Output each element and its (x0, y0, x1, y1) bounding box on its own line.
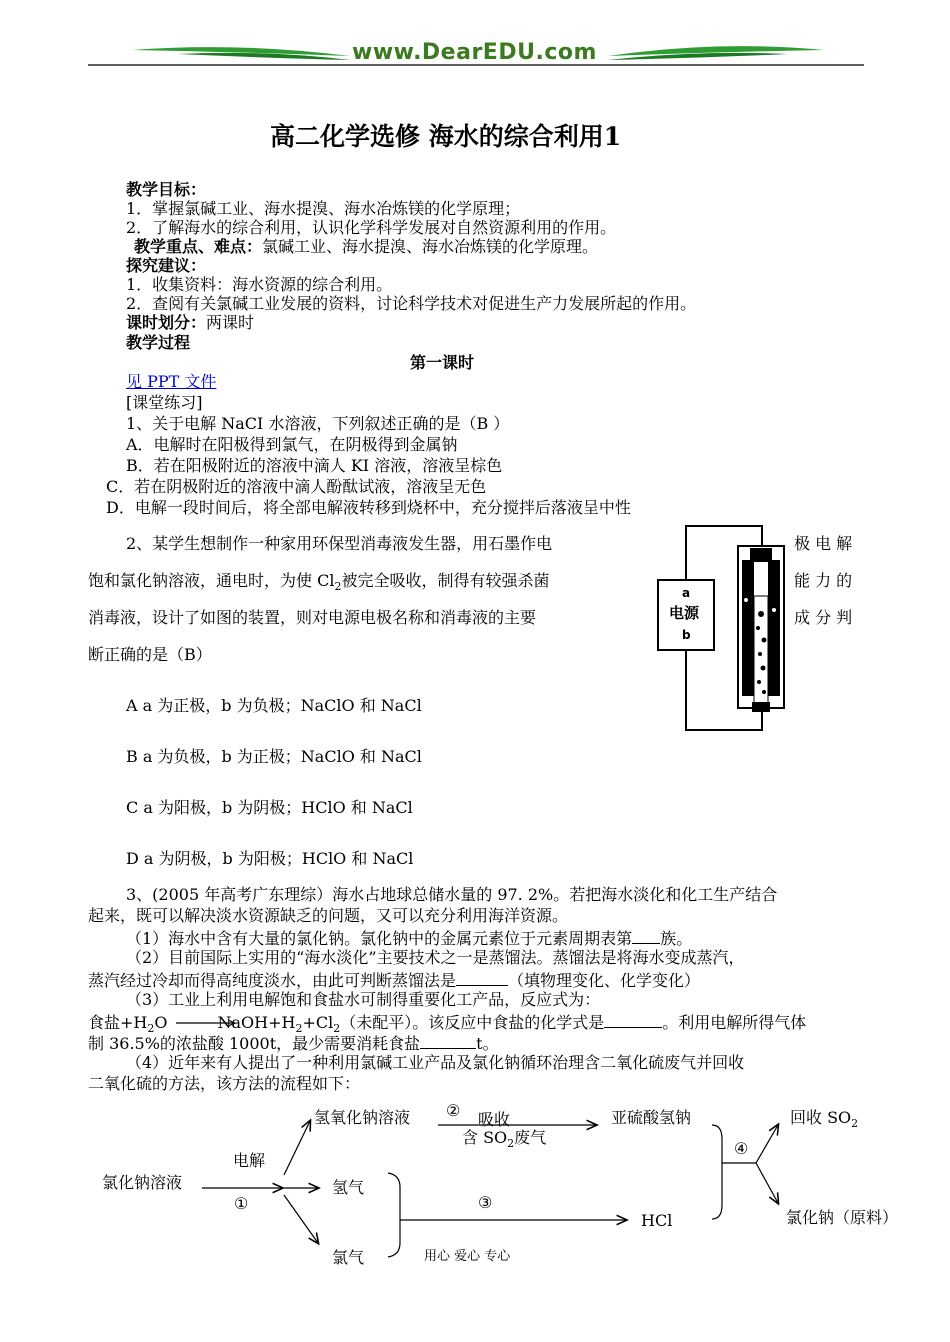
flow-so2-gas (462, 1128, 546, 1150)
q3-part3-1: （3）工业上利用电解饱和食盐水可制得重要化工产品，反应式为： (126, 990, 601, 1009)
flow-recover-sub: 2 (851, 1117, 859, 1131)
q3-part3-2a: 制 36.5%的浓盐酸 1000t，最少需要消耗食盐 (88, 1034, 421, 1053)
figure-label-b: b (682, 628, 691, 642)
q1-option-c: C．若在阴极附近的溶液中滴人酚酞试液，溶液呈无色 (106, 477, 487, 496)
period-text: 两课时 (206, 313, 255, 332)
inquiry-item-1: 1．收集资料：海水资源的综合利用。 (126, 275, 393, 294)
period-label: 课时划分： (126, 313, 207, 332)
q2-line2-sub: 2 (334, 580, 342, 594)
flow-nacl-raw: 氯化钠（原料） (786, 1208, 899, 1227)
flow-recover-a: 回收 SO (790, 1108, 852, 1127)
q3-blank-3[interactable] (604, 1011, 662, 1028)
flow-naoh: 氢氧化钠溶液 (314, 1108, 411, 1127)
flow-absorb: 吸收 (478, 1110, 511, 1129)
footer-motto: 用心 爱心 专心 (424, 1249, 511, 1264)
q3-eq-left: 食盐+H (88, 1013, 148, 1032)
inquiry-heading: 探究建议： (126, 256, 207, 275)
flow-nacl-solution: 氯化钠溶液 (102, 1173, 183, 1192)
q2-line1-left: 2、某学生想制作一种家用环保型消毒液发生器，用石墨作电 (126, 534, 553, 553)
page-title: 高二化学选修 海水的综合利用1 (270, 122, 622, 151)
q3-part2-2 (88, 969, 700, 990)
q3-eq-sub3: 2 (333, 1022, 341, 1036)
q2-option-d: D a 为阴极，b 为阳极；HClO 和 NaCl (126, 849, 414, 868)
flow-nahso3: 亚硫酸氢钠 (611, 1108, 692, 1127)
q3-part4-1: （4）近年来有人提出了一种利用氯碱工业产品及氯化钠循环治理含二氧化硫废气并回收 (126, 1053, 745, 1072)
flow-so2-sub: 2 (507, 1137, 515, 1151)
q3-part4-2: 二氧化硫的方法，该方法的流程如下： (88, 1074, 361, 1093)
q3-eq-right: NaOH+H (217, 1013, 296, 1032)
flow-hcl: HCl (641, 1211, 673, 1230)
q1-option-b: B．若在阳极附近的溶液中滴人 KI 溶液，溶液呈棕色 (126, 456, 503, 475)
flow-step-3: ③ (478, 1193, 493, 1212)
process-heading: 教学过程 (126, 333, 191, 352)
q3-part1-a: （1）海水中含有大量的氯化钠。氯化钠中的金属元素位于元素周期表第 (126, 929, 633, 948)
inquiry-item-2: 2．查阅有关氯碱工业发展的资料，讨论科学技术对促进生产力发展所起的作用。 (126, 294, 697, 313)
q2-option-a: A a 为正极，b 为负极；NaClO 和 NaCl (126, 696, 422, 715)
flow-so2-gas-b: 废气 (514, 1128, 547, 1147)
q3-eq-sub2: 2 (295, 1022, 303, 1036)
practice-label: [课堂练习] (126, 393, 203, 412)
q3-eq-sub1: 2 (147, 1022, 155, 1036)
q3-eq-end: 。利用电解所得气体 (662, 1013, 807, 1032)
ppt-link[interactable]: 见 PPT 文件 (126, 372, 217, 391)
q2-option-b: B a 为负极，b 为正极；NaClO 和 NaCl (126, 747, 422, 766)
q3-intro-2: 起来，既可以解决淡水资源缺乏的问题，又可以充分利用海洋资源。 (88, 906, 569, 925)
equation-arrow (174, 1019, 240, 1027)
goal-item-1: 1．掌握氯碱工业、海水提溴、海水冶炼镁的化学原理； (126, 199, 521, 218)
q3-intro-1: 3、(2005 年高考广东理综）海水占地球总储水量的 97. 2%。若把海水淡化和化工生产结合 (126, 885, 778, 904)
q3-blank-1[interactable] (632, 927, 660, 944)
q1-option-a: A．电解时在阳极得到氯气，在阴极得到金属钠 (126, 435, 458, 454)
q2-line2-a: 饱和氯化钠溶液，通电时，为使 Cl (88, 571, 335, 590)
key-points (134, 237, 598, 256)
flow-so2-gas-a: 含 SO (462, 1128, 508, 1147)
q2-line1-right: 极 电 解 (794, 534, 853, 553)
q3-part2-2b: （填物理变化、化学变化） (508, 971, 701, 990)
q2-line2-b: 被完全吸收，制得有较强杀菌 (341, 571, 550, 590)
goal-item-2: 2．了解海水的综合利用，认识化学科学发展对自然资源利用的作用。 (126, 218, 617, 237)
flow-h2: 氢气 (332, 1178, 365, 1197)
flow-step-4: ④ (734, 1139, 749, 1158)
q2-line3-right: 成 分 判 (794, 608, 853, 627)
key-points-text: 氯碱工业、海水提溴、海水冶炼镁的化学原理。 (262, 237, 599, 256)
q3-part1-b: 族。 (660, 929, 693, 948)
q2-line2-right: 能 力 的 (794, 571, 853, 590)
q1-option-d: D．电解一段时间后，将全部电解液转移到烧杯中，充分搅拌后落液呈中性 (106, 498, 631, 517)
q3-part3-2 (88, 1032, 499, 1053)
q3-part2-2a: 蒸汽经过冷却而得高纯度淡水，由此可判断蒸馏法是 (88, 971, 457, 990)
q3-part1 (126, 927, 692, 948)
lesson-heading: 第一课时 (410, 353, 475, 372)
key-points-label: 教学重点、难点： (134, 237, 263, 256)
q2-option-c: C a 为阳极，b 为阴极；HClO 和 NaCl (126, 798, 413, 817)
flow-cl2: 氯气 (332, 1248, 365, 1267)
q2-line2-left (88, 571, 549, 593)
electrolysis-apparatus-figure (650, 520, 790, 735)
figure-label-a: a (682, 586, 691, 600)
figure-label-power: 电源 (669, 604, 700, 622)
q2-line3-left: 消毒液，设计了如图的装置，则对电源电极名称和消毒液的主要 (88, 608, 537, 627)
q3-eq-o: O (154, 1013, 168, 1032)
q3-blank-2[interactable] (456, 969, 508, 986)
q3-part2-1: （2）目前国际上实用的“海水淡化”主要技术之一是蒸馏法。蒸馏法是将海水变成蒸汽， (126, 948, 745, 967)
q3-eq-tail: （未配平）。该反应中食盐的化学式是 (340, 1013, 605, 1032)
flow-step-1: ① (234, 1194, 249, 1213)
flow-step-2: ② (446, 1101, 461, 1120)
goals-heading: 教学目标： (126, 180, 207, 199)
q3-part3-2b: t。 (476, 1034, 499, 1053)
site-name: www.DearEDU.com (352, 40, 597, 65)
flow-electrolysis: 电解 (233, 1151, 266, 1170)
q3-blank-4[interactable] (420, 1032, 476, 1049)
period (126, 313, 254, 332)
q2-line4: 断正确的是（B） (88, 645, 212, 664)
flow-recover-so2 (790, 1108, 858, 1130)
q1-stem: 1、关于电解 NaCI 水溶液，下列叙述正确的是（B ） (126, 414, 510, 433)
q3-eq-cl: +Cl (302, 1013, 334, 1032)
